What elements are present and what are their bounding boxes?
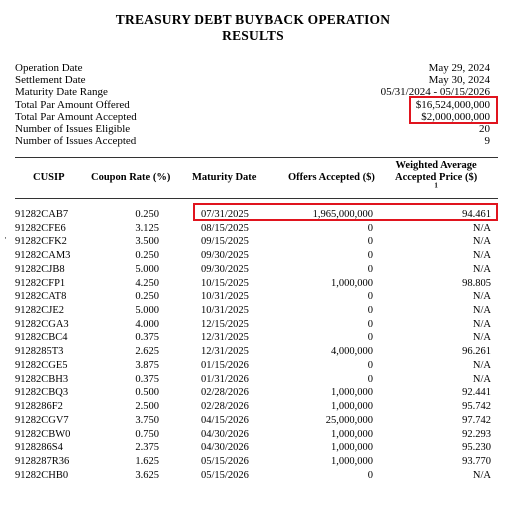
header-weighted-average-price: Weighted Average Accepted Price ($) $^1$ [395, 160, 478, 190]
summary-value: $2,000,000,000 [421, 110, 490, 123]
offers-cell: 25,000,000 [325, 414, 373, 426]
coupon-cell: 2.500 [135, 401, 159, 413]
offers-cell: 1,000,000 [331, 401, 373, 413]
summary-value: 9 [484, 135, 490, 148]
results-table-body [15, 208, 498, 482]
maturity-cell: 02/28/2026 [201, 401, 249, 413]
maturity-cell: 04/30/2026 [201, 428, 249, 440]
cusip-cell: 91282CGV7 [15, 414, 69, 426]
offers-cell: 1,000,000 [331, 277, 373, 289]
maturity-cell: 10/15/2025 [201, 277, 249, 289]
summary-row-operation-date [15, 62, 490, 74]
price-cell: N/A [472, 291, 491, 303]
price-cell: N/A [472, 469, 491, 481]
offers-cell: 0 [367, 250, 373, 262]
cusip-cell: 91282CHB0 [15, 469, 69, 481]
coupon-cell: 0.250 [135, 250, 159, 262]
summary-label: Maturity Date Range [15, 86, 108, 99]
summary-label: Total Par Amount Offered [15, 98, 130, 111]
maturity-cell: 09/30/2025 [201, 250, 249, 262]
cusip-cell: 91282CJB8 [15, 263, 65, 275]
maturity-cell: 10/31/2025 [201, 291, 249, 303]
coupon-cell: 0.250 [135, 209, 159, 220]
stray-mark: · [4, 233, 7, 243]
summary-row-settlement-date [15, 74, 490, 86]
offers-cell: 1,000,000 [331, 455, 373, 467]
cusip-cell: 91282CFP1 [15, 277, 66, 289]
coupon-cell: 4.250 [135, 277, 159, 289]
offers-cell: 1,965,000,000 [312, 209, 373, 220]
cusip-cell: 91282CBH3 [15, 373, 69, 385]
price-cell: 94.461 [462, 209, 491, 220]
offers-cell: 1,000,000 [331, 442, 373, 454]
document-title [0, 12, 506, 44]
price-cell: N/A [472, 359, 491, 371]
table-row [15, 386, 498, 400]
cusip-cell: 91282CBC4 [15, 332, 68, 344]
price-cell: 97.742 [462, 414, 491, 426]
summary-row-issues-accepted [15, 135, 490, 147]
header-offers-accepted: Offers Accepted ($) [288, 172, 375, 183]
maturity-cell: 12/31/2025 [201, 346, 249, 358]
summary-label: Operation Date [15, 62, 83, 74]
maturity-cell: 01/15/2026 [201, 359, 249, 371]
maturity-cell: 09/30/2025 [201, 263, 249, 275]
price-cell: 96.261 [462, 346, 491, 358]
table-row [15, 373, 498, 387]
table-row [15, 222, 498, 236]
maturity-cell: 12/31/2025 [201, 332, 249, 344]
price-cell: N/A [472, 236, 491, 248]
maturity-cell: 04/30/2026 [201, 442, 249, 454]
summary-value: May 29, 2024 [428, 62, 490, 74]
table-row [15, 235, 498, 249]
maturity-cell: 01/31/2026 [201, 373, 249, 385]
cusip-cell: 91282CJE2 [15, 305, 65, 317]
coupon-cell: 0.250 [135, 291, 159, 303]
table-row [15, 290, 498, 304]
maturity-cell: 12/15/2025 [201, 318, 249, 330]
summary-label: Total Par Amount Accepted [15, 110, 137, 123]
offers-cell: 0 [367, 373, 373, 385]
title-line-2: RESULTS [222, 28, 284, 43]
summary-value: May 30, 2024 [428, 74, 490, 87]
coupon-cell: 0.375 [135, 332, 159, 344]
price-cell: 93.770 [462, 455, 491, 467]
offers-cell: 0 [367, 291, 373, 303]
offers-cell: 1,000,000 [331, 428, 373, 440]
cusip-cell: 91282CBQ3 [15, 387, 69, 399]
table-header [15, 157, 498, 199]
table-row [15, 277, 498, 291]
table-row [15, 249, 498, 263]
coupon-cell: 5.000 [135, 263, 159, 275]
cusip-cell: 91282CFK2 [15, 236, 67, 248]
coupon-cell: 2.375 [135, 442, 159, 454]
table-row [15, 469, 498, 483]
price-cell: N/A [472, 318, 491, 330]
offers-cell: 0 [367, 305, 373, 317]
offers-cell: 0 [367, 332, 373, 344]
table-row [15, 414, 498, 428]
price-cell: N/A [472, 263, 491, 275]
table-row [15, 428, 498, 442]
table-row [15, 455, 498, 469]
coupon-cell: 3.125 [135, 222, 159, 234]
coupon-cell: 3.500 [135, 236, 159, 248]
cusip-cell: 91282CAM3 [15, 250, 71, 262]
summary-row-issues-eligible [15, 123, 490, 135]
summary-value: $16,524,000,000 [415, 98, 490, 111]
offers-cell: 0 [367, 263, 373, 275]
summary-value: 05/31/2024 - 05/15/2026 [380, 86, 490, 99]
price-cell: N/A [472, 305, 491, 317]
coupon-cell: 4.000 [135, 318, 159, 330]
price-cell: N/A [472, 222, 491, 234]
coupon-cell: 0.500 [135, 387, 159, 399]
header-maturity-date: Maturity Date [192, 172, 257, 183]
coupon-cell: 1.625 [135, 455, 159, 467]
coupon-cell: 2.625 [135, 346, 159, 358]
summary-label: Number of Issues Accepted [15, 135, 137, 148]
table-row [15, 400, 498, 414]
cusip-cell: 91282CAB7 [15, 209, 69, 220]
cusip-cell: 91282CAT8 [15, 291, 67, 303]
summary-label: Number of Issues Eligible [15, 122, 131, 135]
price-cell: 92.441 [462, 387, 491, 399]
header-coupon-rate: Coupon Rate (%) [91, 172, 171, 183]
footnote-marker: 1 [434, 181, 438, 190]
cusip-cell: 9128285T3 [15, 346, 64, 358]
coupon-cell: 3.750 [135, 414, 159, 426]
maturity-cell: 02/28/2026 [201, 387, 249, 399]
coupon-cell: 5.000 [135, 305, 159, 317]
price-cell: 95.230 [462, 442, 491, 454]
maturity-cell: 09/15/2025 [201, 236, 249, 248]
header-cusip: CUSIP [33, 172, 65, 183]
coupon-cell: 0.375 [135, 373, 159, 385]
table-row [15, 441, 498, 455]
offers-cell: 1,000,000 [331, 387, 373, 399]
coupon-cell: 3.875 [135, 359, 159, 371]
maturity-cell: 05/15/2026 [201, 469, 249, 481]
price-cell: N/A [472, 373, 491, 385]
table-row [15, 359, 498, 373]
offers-cell: 0 [367, 222, 373, 234]
maturity-cell: 05/15/2026 [201, 455, 249, 467]
table-row [15, 304, 498, 318]
price-cell: 98.805 [462, 277, 491, 289]
cusip-cell: 9128287R36 [15, 455, 70, 467]
table-row [15, 263, 498, 277]
highlight-box-par-amounts [409, 96, 498, 124]
cusip-cell: 91282CFE6 [15, 222, 66, 234]
cusip-cell: 9128286F2 [15, 401, 63, 413]
offers-cell: 0 [367, 318, 373, 330]
table-row [15, 318, 498, 332]
price-cell: 92.293 [462, 428, 491, 440]
offers-cell: 0 [367, 359, 373, 371]
summary-value: 20 [479, 122, 490, 135]
offers-cell: 4,000,000 [331, 346, 373, 358]
summary-label: Settlement Date [15, 74, 86, 87]
cusip-cell: 91282CGE5 [15, 359, 68, 371]
maturity-cell: 04/15/2026 [201, 414, 249, 426]
price-cell: N/A [472, 250, 491, 262]
maturity-cell: 08/15/2025 [201, 222, 249, 234]
coupon-cell: 0.750 [135, 428, 159, 440]
price-cell: N/A [472, 332, 491, 344]
highlight-box-first-row [193, 203, 498, 221]
offers-cell: 0 [367, 236, 373, 248]
title-line-1: TREASURY DEBT BUYBACK OPERATION [115, 12, 391, 27]
maturity-cell: 10/31/2025 [201, 305, 249, 317]
table-row [15, 345, 498, 359]
table-row [15, 331, 498, 345]
price-cell: 95.742 [462, 401, 491, 413]
maturity-cell: 07/31/2025 [201, 209, 249, 220]
cusip-cell: 91282CGA3 [15, 318, 69, 330]
offers-cell: 0 [367, 469, 373, 481]
cusip-cell: 9128286S4 [15, 442, 63, 454]
coupon-cell: 3.625 [135, 469, 159, 481]
cusip-cell: 91282CBW0 [15, 428, 71, 440]
